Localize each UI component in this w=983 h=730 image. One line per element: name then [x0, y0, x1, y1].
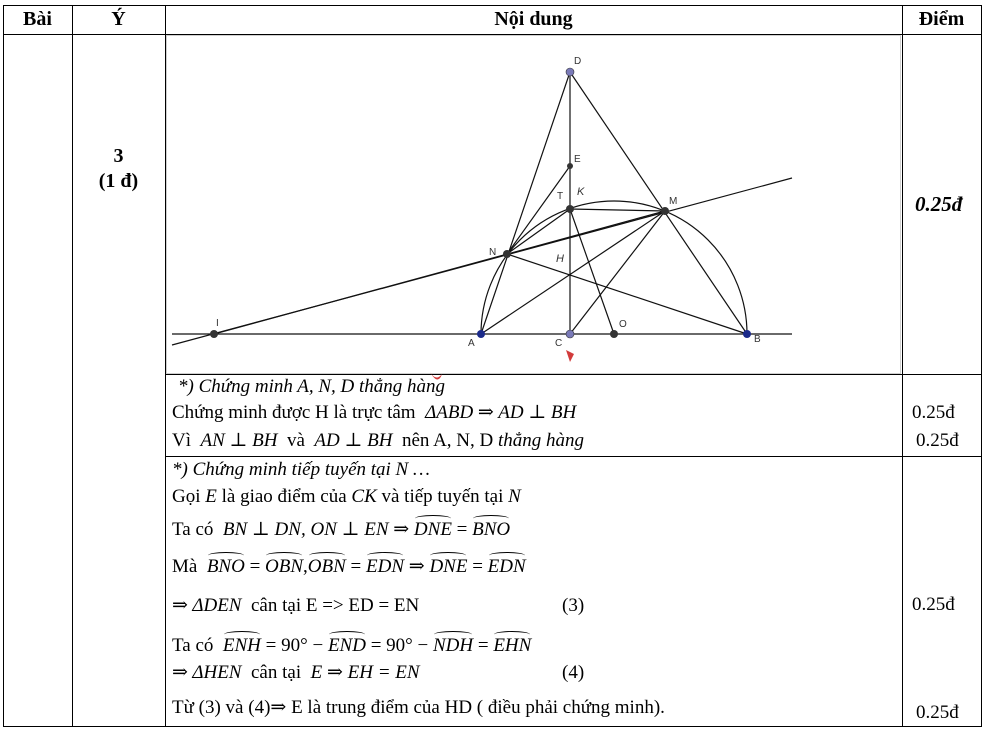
part2-line6 [172, 662, 420, 684]
red-mark [566, 350, 574, 362]
part2-l5-d: = [477, 635, 489, 656]
label-D: D [574, 56, 582, 67]
part2-l3-eq: = [350, 556, 362, 577]
part1-line2-vi: Vì [172, 430, 191, 451]
header-y: Ý [111, 8, 126, 30]
part2-l3-eq: = [249, 556, 261, 577]
part2-l2-eq: = [456, 519, 468, 540]
angle-END: END [327, 635, 366, 656]
part2-l6-number: (4) [562, 662, 585, 683]
part1-line2-score: 0.25đ [916, 430, 959, 451]
part2-l2-a: Ta có [172, 519, 214, 540]
part1-line1-score: 0.25đ [912, 402, 955, 423]
part2-l5-b: = 90° − [265, 635, 324, 656]
part1-line2-end: thẳng hàng [498, 430, 585, 451]
part2-l6-text: cân tại [250, 662, 302, 683]
label-H: H [556, 253, 564, 265]
label-N: N [489, 247, 497, 258]
label-A: A [468, 338, 475, 349]
label-B: B [754, 334, 761, 345]
angle-EHN: EHN [493, 635, 532, 656]
angle-EDN: EDN [366, 556, 405, 577]
item-number: 3 [113, 145, 124, 167]
part2-l1-CK: CK [351, 486, 377, 507]
part2-l4-math: ⇒ ΔDEN [172, 595, 242, 616]
label-K: K [577, 186, 585, 198]
part2-heading: *) Chứng minh tiếp tuyến tại N … [172, 459, 430, 480]
part1-line2-va: và [286, 430, 305, 451]
part2-l1-b: là giao điểm của [221, 486, 347, 507]
part1-line2 [172, 430, 584, 452]
part1-line2-rest: nên A, N, D [401, 430, 494, 451]
item-points: (1 đ) [98, 170, 139, 192]
part2-l2-m: BN ⊥ DN, ON ⊥ EN ⇒ [222, 519, 410, 540]
part2-l3-comma: , [303, 556, 308, 577]
part1-heading: *) Chứng minh A, N, D thẳng hàng [178, 376, 446, 397]
angle-OBN: OBN [307, 556, 346, 577]
angle-ENH: ENH [222, 635, 261, 656]
part2-l5-c: = 90° − [370, 635, 429, 656]
part2-line1 [172, 486, 521, 508]
angle-OBN: OBN [265, 556, 304, 577]
part2-l1-E: E [205, 486, 217, 507]
label-T: T [557, 191, 564, 202]
angle-DNE: DNE [413, 519, 452, 540]
part2-l7-score: 0.25đ [916, 702, 959, 723]
header-noidung: Nội dung [494, 8, 573, 30]
angle-BNO: BNO [206, 556, 245, 577]
part1-line2-math1: AN ⊥ BH [200, 430, 278, 451]
angle-BNO: BNO [472, 519, 511, 540]
part2-l3-a: Mà [172, 556, 198, 577]
label-E: E [574, 154, 581, 165]
part2-line7: Từ (3) và (4)⇒ E là trung điểm của HD ( điều phải chứng minh). [172, 697, 665, 718]
label-M: M [669, 196, 678, 207]
part2-l1-a: Gọi [172, 486, 201, 507]
part1-line1-math: ΔABD ⇒ AD ⊥ BH [425, 402, 577, 423]
part2-l1-c: và tiếp tuyến tại [381, 486, 504, 507]
header-diem: Điểm [918, 8, 965, 30]
part2-line4 [172, 595, 419, 617]
part2-l6-math: ⇒ ΔHEN [172, 662, 242, 683]
part2-l6-math2: E ⇒ EH = EN [310, 662, 420, 683]
angle-EDN: EDN [487, 556, 526, 577]
part2-l4-number: (3) [562, 595, 585, 616]
angle-DNE: DNE [429, 556, 468, 577]
part2-l1-N: N [508, 486, 521, 507]
part2-line5 [172, 635, 531, 657]
part1-line1 [172, 402, 576, 424]
part1-line1-text: Chứng minh được H là trực tâm [172, 402, 416, 423]
label-I: I [216, 318, 219, 329]
label-C: C [555, 338, 563, 349]
label-O: O [619, 319, 627, 330]
part2-l3-implies: ⇒ [408, 556, 425, 577]
header-bai: Bài [23, 8, 52, 30]
part2-line2 [172, 519, 510, 541]
angle-NDH: NDH [432, 635, 474, 656]
part2-l5-a: Ta có [172, 635, 214, 656]
part1-line2-math2: AD ⊥ BH [314, 430, 393, 451]
part2-line3 [172, 556, 526, 578]
part2-l4-text: cân tại E => ED = EN [250, 595, 420, 616]
figure-score: 0.25đ [915, 192, 963, 216]
part2-l3-eq: = [472, 556, 483, 577]
part2-l4-score: 0.25đ [912, 594, 955, 615]
